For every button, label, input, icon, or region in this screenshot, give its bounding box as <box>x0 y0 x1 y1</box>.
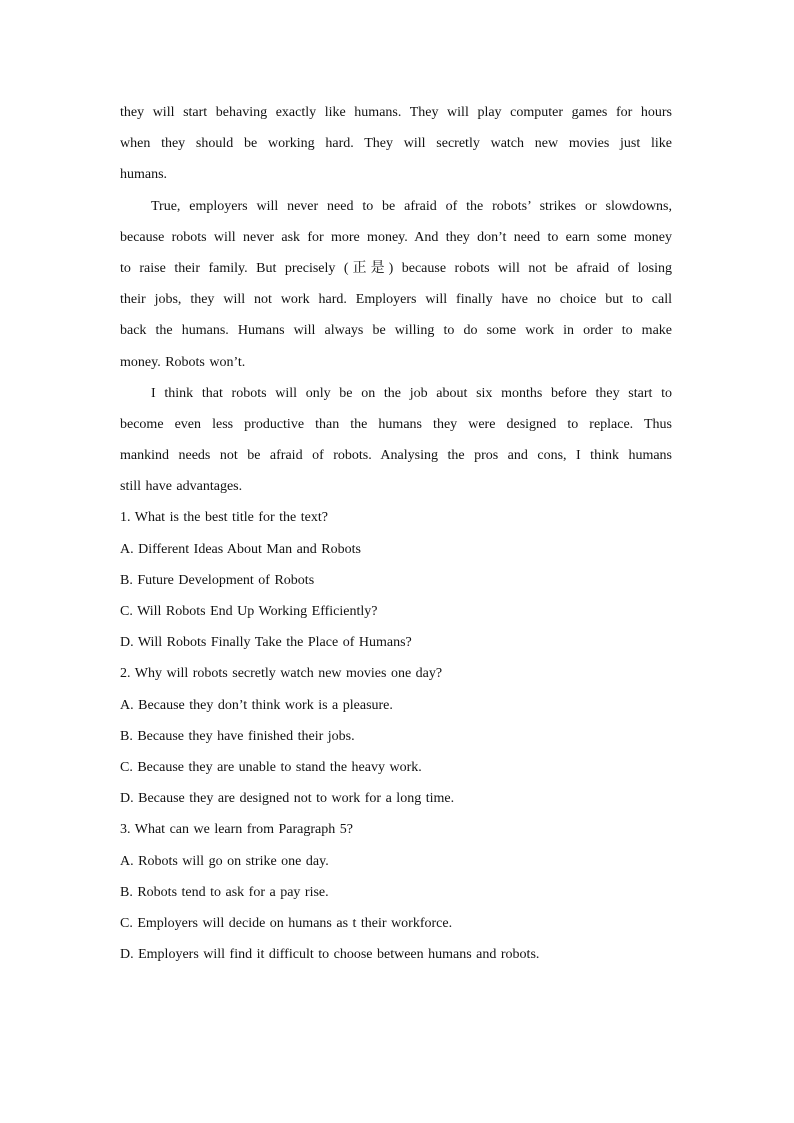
passage <box>120 97 672 502</box>
passage-line: still have advantages. <box>120 479 243 495</box>
question-stem: 1. What is the best title for the text? <box>120 510 328 526</box>
answer-option: D. Will Robots Finally Take the Place of Humans? <box>120 635 412 651</box>
passage-line: True, employers will never need to be afraid of the robots’ strikes or slowdowns, <box>151 198 672 214</box>
passage-line: because robots will never ask for more money. And they don’t need to earn some money <box>120 229 672 245</box>
answer-option: A. Because they don’t think work is a pleasure. <box>120 697 393 713</box>
question-stem: 3. What can we learn from Paragraph 5? <box>120 822 353 838</box>
document-page <box>120 97 672 970</box>
answer-option: D. Employers will find it difficult to choose between humans and robots. <box>120 947 540 963</box>
answer-option: B. Robots tend to ask for a pay rise. <box>120 884 329 900</box>
answer-option: C. Employers will decide on humans as t their workforce. <box>120 915 453 931</box>
passage-line: money. Robots won’t. <box>120 354 246 370</box>
answer-option: D. Because they are designed not to work for a long time. <box>120 791 455 807</box>
question-3 <box>120 814 672 970</box>
passage-line: humans. <box>120 167 168 183</box>
question-stem: 2. Why will robots secretly watch new movies one day? <box>120 666 443 682</box>
passage-line: mankind needs not be afraid of robots. Analysing the pros and cons, I think humans <box>120 448 672 464</box>
passage-line: their jobs, they will not work hard. Employers will finally have no choice but to call <box>120 292 672 308</box>
answer-option: A. Robots will go on strike one day. <box>120 853 329 869</box>
passage-line: I think that robots will only be on the job about six months before they start to <box>151 385 672 401</box>
question-2 <box>120 658 672 814</box>
passage-line: to raise their family. But precisely (正是) because robots will not be afraid of losing <box>120 260 672 276</box>
answer-option: B. Because they have finished their jobs. <box>120 728 355 744</box>
answer-option: A. Different Ideas About Man and Robots <box>120 541 361 557</box>
passage-line: become even less productive than the humans they were designed to replace. Thus <box>120 416 672 432</box>
answer-option: C. Will Robots End Up Working Efficiently? <box>120 604 378 619</box>
answer-option: B. Future Development of Robots <box>120 572 315 588</box>
answer-option: C. Because they are unable to stand the heavy work. <box>120 759 422 775</box>
passage-line: back the humans. Humans will always be willing to do some work in order to make <box>120 323 672 339</box>
passage-line: they will start behaving exactly like humans. They will play computer games for hours <box>120 105 672 120</box>
question-1 <box>120 502 672 658</box>
passage-line: when they should be working hard. They will secretly watch new movies just like <box>120 136 672 152</box>
